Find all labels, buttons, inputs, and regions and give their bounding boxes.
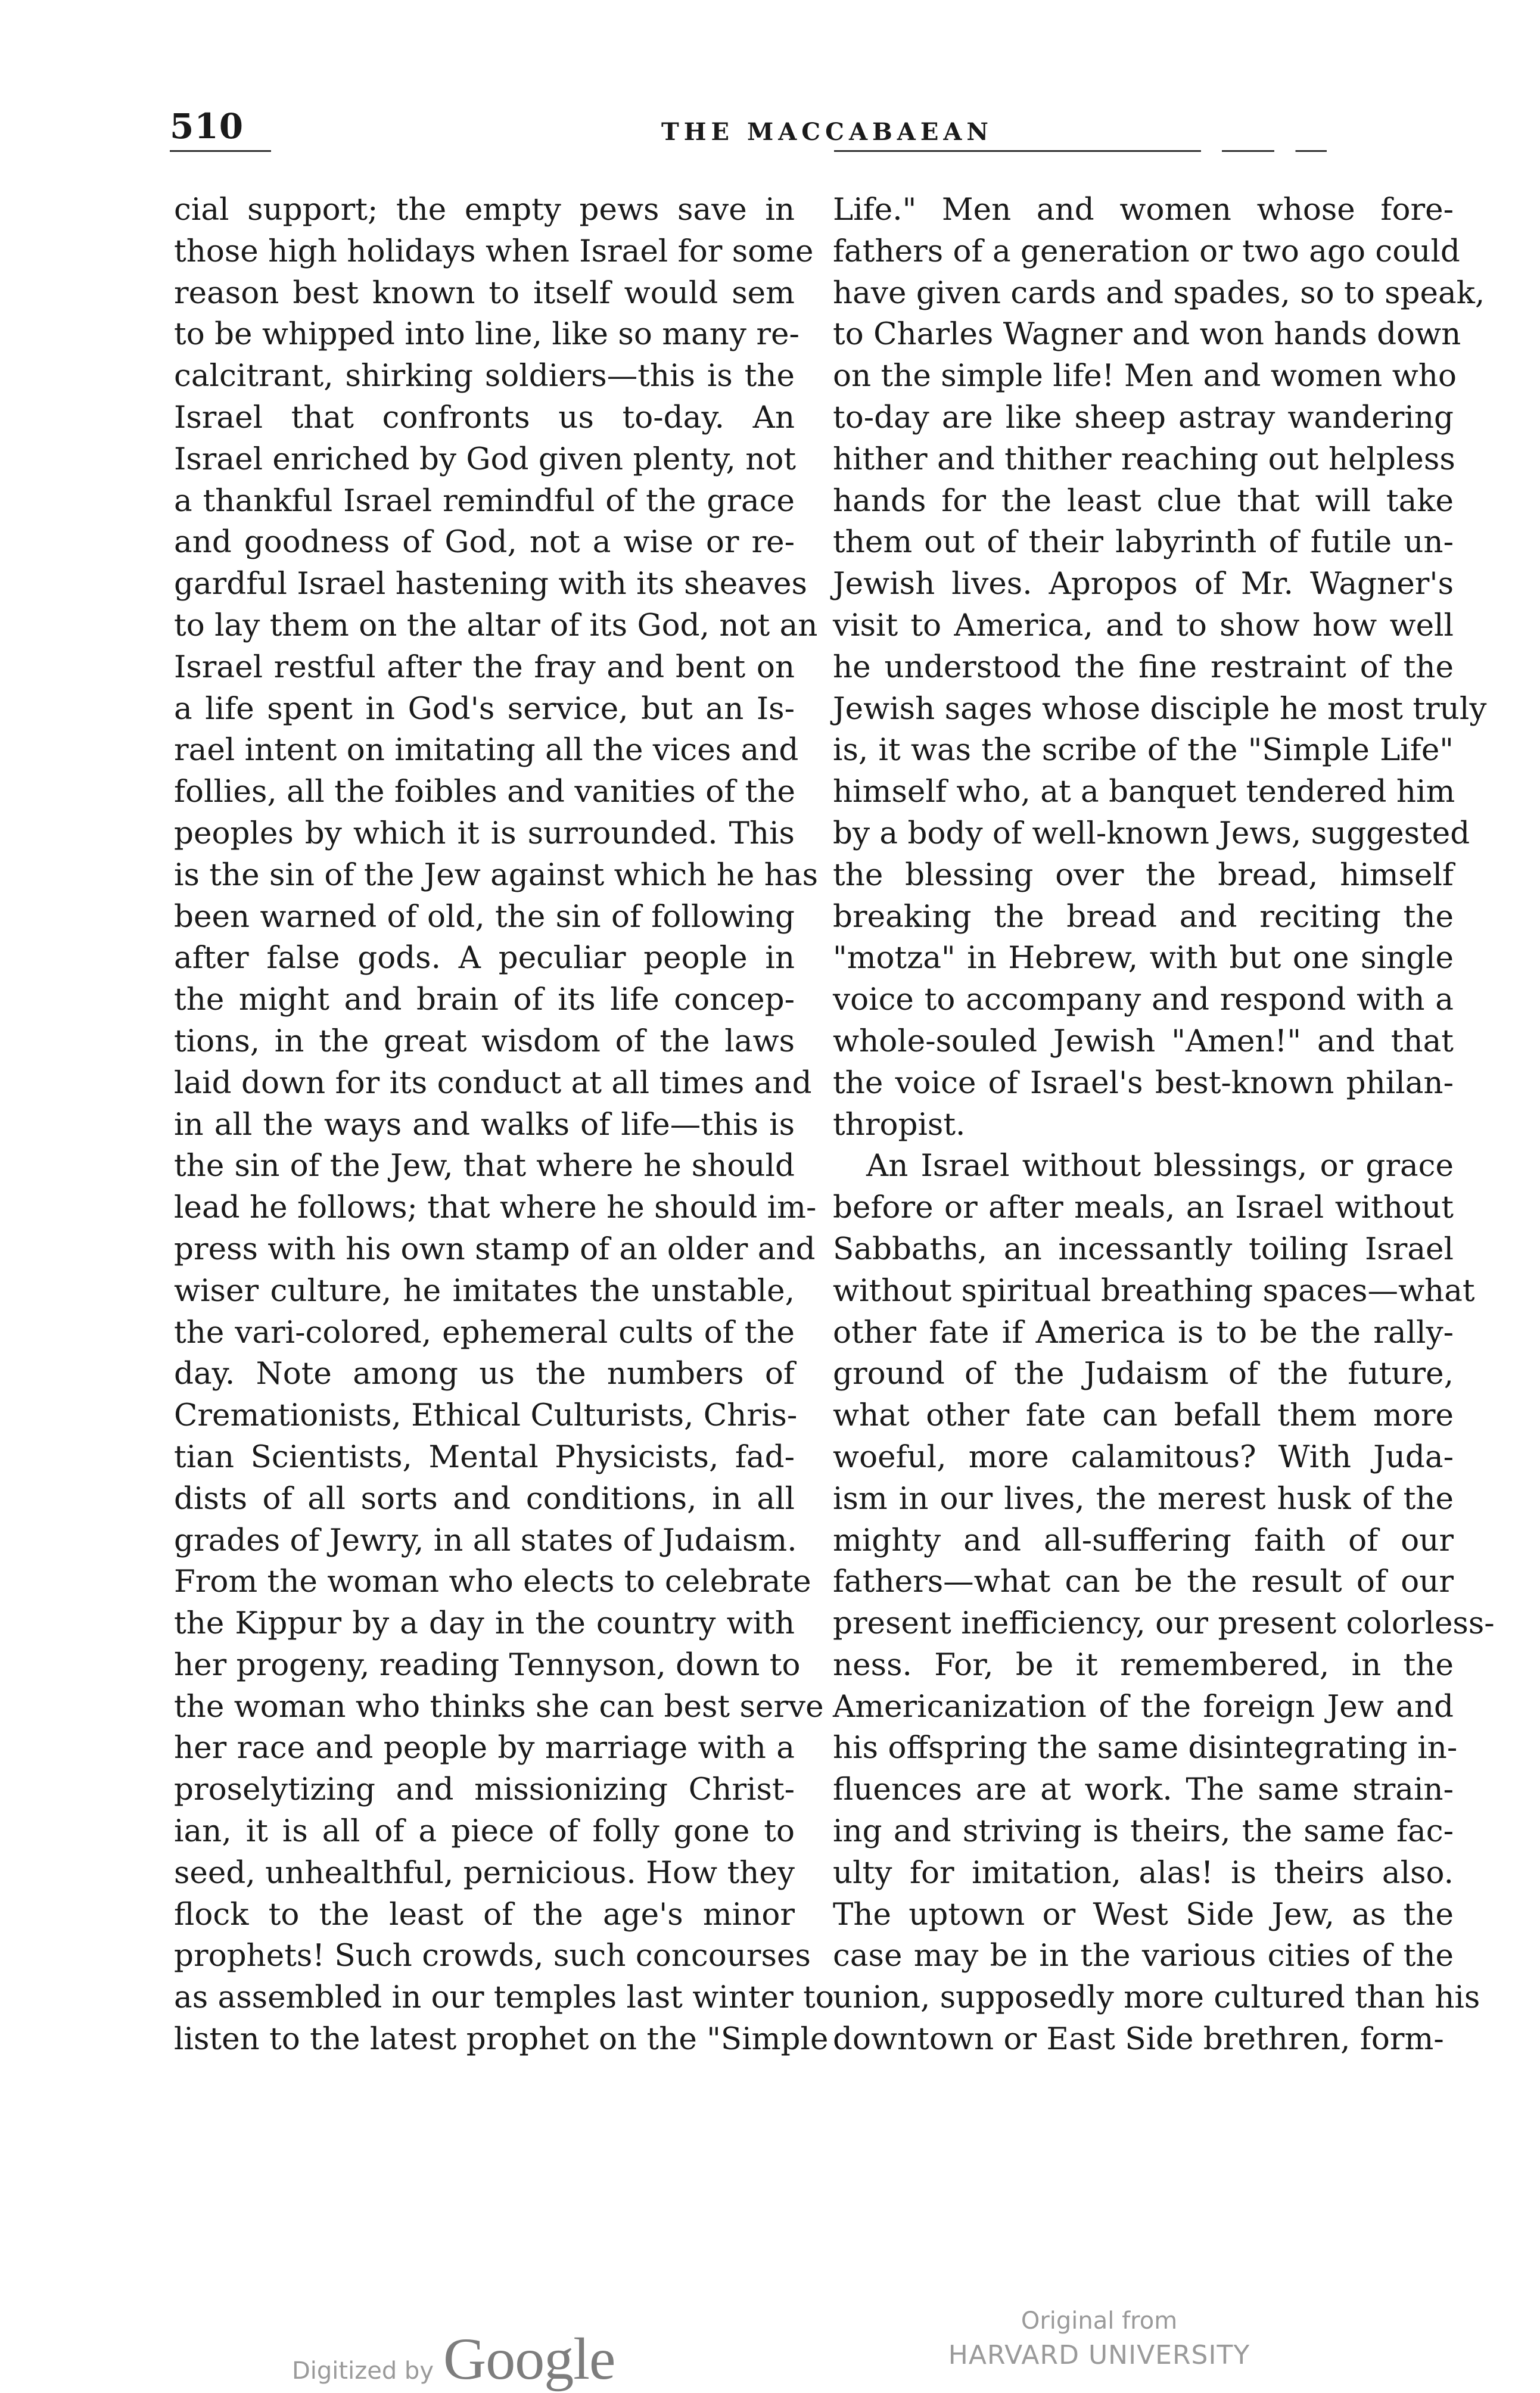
text-line: by a body of well-known Jews, suggested xyxy=(833,815,1470,851)
text-line: other fate if America is to be the rally- xyxy=(833,1314,1454,1350)
original-source-footer xyxy=(920,2304,1278,2373)
text-line: fathers of a generation or two ago could xyxy=(833,233,1460,269)
text-line: have given cards and spades, so to speak, xyxy=(833,275,1485,311)
text-line: the blessing over the bread, himself xyxy=(833,857,1454,893)
text-line: to be whipped into line, like so many re- xyxy=(174,316,799,353)
running-title: THE MACCABAEAN xyxy=(661,118,993,146)
text-line: mighty and all-suffering faith of our xyxy=(833,1522,1454,1558)
text-line: without spiritual breathing spaces—what xyxy=(833,1272,1475,1309)
text-line: the Kippur by a day in the country with xyxy=(174,1605,795,1642)
text-line: the voice of Israel's best-known philan- xyxy=(833,1065,1454,1101)
text-line: dists of all sorts and conditions, in all xyxy=(174,1480,795,1517)
text-line: them out of their labyrinth of futile un- xyxy=(833,524,1454,561)
text-line: Jewish lives. Apropos of Mr. Wagner's xyxy=(833,566,1454,602)
text-line: tions, in the great wisdom of the laws xyxy=(174,1023,795,1059)
text-line: to lay them on the altar of its God, not an xyxy=(174,607,818,643)
text-line: day. Note among us the numbers of xyxy=(174,1356,795,1392)
text-line: hands for the least clue that will take xyxy=(833,483,1454,519)
text-line: cial support; the empty pews save in xyxy=(174,192,795,228)
text-line: Americanization of the foreign Jew and xyxy=(833,1688,1454,1725)
text-line: whole-souled Jewish "Amen!" and that xyxy=(833,1023,1454,1059)
right-column xyxy=(833,189,1495,2061)
text-line: her progeny, reading Tennyson, down to xyxy=(174,1647,801,1683)
text-line: the woman who thinks she can best serve xyxy=(174,1688,824,1725)
text-line: prophets! Such crowds, such concourses xyxy=(174,1938,811,1974)
text-line: reason best known to itself would sem xyxy=(174,275,795,311)
text-line: his offspring the same disintegrating in- xyxy=(833,1730,1458,1766)
text-line: fluences are at work. The same strain- xyxy=(833,1772,1454,1808)
text-line: woeful, more calamitous? With Juda- xyxy=(833,1439,1454,1475)
original-from-label: Original from xyxy=(1021,2307,1178,2335)
text-line: union, supposedly more cultured than his xyxy=(833,1980,1480,2016)
page-number-rule xyxy=(170,150,271,152)
text-line: visit to America, and to show how well xyxy=(833,607,1454,643)
text-line: laid down for its conduct at all times and xyxy=(174,1065,812,1101)
text-line: before or after meals, an Israel without xyxy=(833,1190,1454,1226)
text-line: present inefficiency, our present colorless- xyxy=(833,1605,1495,1642)
text-line: case may be in the various cities of the xyxy=(833,1938,1454,1974)
google-logo: Google xyxy=(443,2326,615,2392)
text-line: is, it was the scribe of the "Simple Life" xyxy=(833,732,1454,768)
text-line: peoples by which it is surrounded. This xyxy=(174,815,795,851)
text-line: hither and thither reaching out helpless xyxy=(833,441,1455,477)
left-column xyxy=(174,189,834,2061)
text-line: voice to accompany and respond with a xyxy=(833,982,1454,1018)
text-line: Jewish sages whose disciple he most truly xyxy=(833,690,1487,727)
text-line: the vari-colored, ephemeral cults of the xyxy=(174,1314,795,1350)
text-line: Life." Men and women whose fore- xyxy=(833,192,1454,228)
text-line: listen to the latest prophet on the "Simple xyxy=(174,2021,829,2058)
digitized-by-label: Digitized by xyxy=(292,2357,434,2385)
text-line: the sin of the Jew, that where he should xyxy=(174,1148,795,1184)
text-line: the might and brain of its life concep- xyxy=(174,982,795,1018)
text-line: ing and striving is theirs, the same fac- xyxy=(833,1813,1454,1850)
text-line: proselytizing and missionizing Christ- xyxy=(174,1772,795,1808)
text-line: follies, all the foibles and vanities of the xyxy=(174,774,795,810)
text-line: he understood the fine restraint of the xyxy=(833,649,1454,685)
text-line: From the woman who elects to celebrate xyxy=(174,1564,811,1600)
text-line: to-day are like sheep astray wandering xyxy=(833,399,1454,435)
text-line: after false gods. A peculiar people in xyxy=(174,940,795,976)
text-line: calcitrant, shirking soldiers—this is the xyxy=(174,358,795,394)
text-line: ism in our lives, the merest husk of the xyxy=(833,1480,1454,1517)
text-line: wiser culture, he imitates the unstable, xyxy=(174,1272,795,1309)
text-line: An Israel without blessings, or grace xyxy=(866,1148,1454,1184)
text-line: to Charles Wagner and won hands down xyxy=(833,316,1461,353)
text-line: fathers—what can be the result of our xyxy=(833,1564,1454,1600)
text-line: breaking the bread and reciting the xyxy=(833,898,1454,935)
page-number: 510 xyxy=(170,106,244,147)
header-rule xyxy=(834,150,1358,152)
text-line: her race and people by marriage with a xyxy=(174,1730,795,1766)
text-line: seed, unhealthful, pernicious. How they xyxy=(174,1854,795,1891)
text-line: Sabbaths, an incessantly toiling Israel xyxy=(833,1231,1454,1267)
text-line: ulty for imitation, alas! is theirs also. xyxy=(833,1854,1454,1891)
text-line: a life spent in God's service, but an Is- xyxy=(174,690,795,727)
text-line: those high holidays when Israel for some xyxy=(174,233,814,269)
text-line: himself who, at a banquet tendered him xyxy=(833,774,1455,810)
text-line: The uptown or West Side Jew, as the xyxy=(833,1896,1454,1933)
text-line: what other fate can befall them more xyxy=(833,1398,1454,1434)
text-line: "motza" in Hebrew, with but one single xyxy=(833,940,1454,976)
text-line: ian, it is all of a piece of folly gone to xyxy=(174,1813,795,1850)
text-line: tian Scientists, Mental Physicists, fad- xyxy=(174,1439,795,1475)
text-line: a thankful Israel remindful of the grace xyxy=(174,483,795,519)
text-line: in all the ways and walks of life—this is xyxy=(174,1106,795,1143)
text-line: flock to the least of the age's minor xyxy=(174,1896,795,1933)
text-line: Israel enriched by God given plenty, not xyxy=(174,441,797,477)
text-line: rael intent on imitating all the vices and xyxy=(174,732,799,768)
text-line: thropist. xyxy=(833,1106,966,1143)
text-line: gardful Israel hastening with its sheaves xyxy=(174,566,807,602)
text-line: on the simple life! Men and women who xyxy=(833,358,1457,394)
text-line: ness. For, be it remembered, in the xyxy=(833,1647,1454,1683)
text-line: Cremationists, Ethical Culturists, Chris- xyxy=(174,1398,798,1434)
text-line: is the sin of the Jew against which he has xyxy=(174,857,819,893)
text-line: Israel restful after the fray and bent on xyxy=(174,649,795,685)
text-line: as assembled in our temples last winter to xyxy=(174,1980,834,2016)
text-line: downtown or East Side brethren, form- xyxy=(833,2021,1444,2058)
text-line: been warned of old, the sin of following xyxy=(174,898,795,935)
text-line: press with his own stamp of an older and xyxy=(174,1231,816,1267)
text-line: Israel that confronts us to-day. An xyxy=(174,399,795,435)
text-line: and goodness of God, not a wise or re- xyxy=(174,524,795,561)
institution-name: HARVARD UNIVERSITY xyxy=(948,2340,1250,2370)
text-line: ground of the Judaism of the future, xyxy=(833,1356,1454,1392)
text-line: grades of Jewry, in all states of Judaism. xyxy=(174,1522,797,1558)
text-line: lead he follows; that where he should im- xyxy=(174,1190,817,1226)
